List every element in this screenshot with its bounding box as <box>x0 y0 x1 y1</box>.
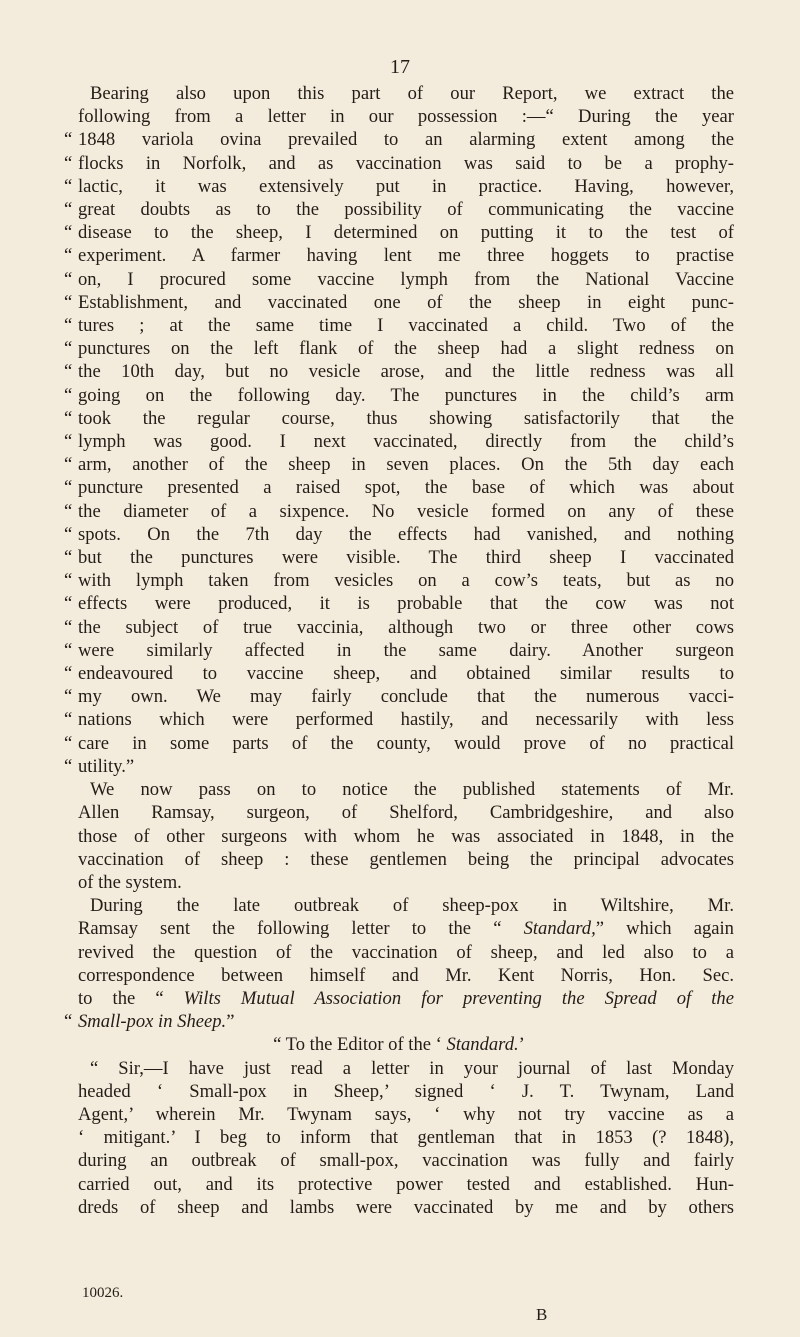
text-line-content: Agent,’ wherein Mr. Twynam says, ‘ why not try vaccine as a <box>78 1103 734 1125</box>
text-line <box>64 987 734 1010</box>
quote-mark: “ <box>64 291 73 313</box>
text-line-content: but the punctures were visible. The third sheep I vaccinated <box>78 547 734 569</box>
text-line <box>64 476 734 499</box>
text-line <box>64 546 734 569</box>
text-line <box>64 1010 734 1033</box>
quote-mark: “ <box>64 407 73 429</box>
page-number: 17 <box>390 56 410 78</box>
quote-mark: “ <box>64 709 73 731</box>
text-line <box>64 592 734 615</box>
text-line-content: the 10th day, but no vesicle arose, and the little redness was all <box>78 361 734 383</box>
text-line-content: of the system. <box>78 871 182 893</box>
quote-mark: “ <box>64 1011 73 1033</box>
text-line <box>64 128 734 151</box>
text-line <box>64 894 734 917</box>
quote-mark: “ <box>64 500 73 522</box>
text-line <box>64 616 734 639</box>
text-line <box>64 430 734 453</box>
quote-mark: “ <box>64 593 73 615</box>
text-line <box>64 871 734 894</box>
text-line-content: going on the following day. The punctures in the child’s arm <box>78 384 734 406</box>
text-line <box>64 523 734 546</box>
text-line-content: dreds of sheep and lambs were vaccinated by me and by others <box>78 1196 734 1218</box>
text-line-content: my own. We may fairly conclude that the numerous vacci- <box>78 686 734 708</box>
quote-mark: “ <box>64 431 73 453</box>
text-line <box>64 732 734 755</box>
text-line-content: lymph was good. I next vaccinated, directly from the child’s <box>78 431 734 453</box>
text-line-content: puncture presented a raised spot, the base of which was about <box>78 477 734 499</box>
text-line-content: experiment. A farmer having lent me three hoggets to practise <box>78 245 734 267</box>
text-line <box>64 360 734 383</box>
quote-mark: “ <box>64 570 73 592</box>
text-line <box>64 1103 734 1126</box>
quote-mark: “ <box>64 361 73 383</box>
text-line-content: spots. On the 7th day the effects had vanished, and nothing <box>78 523 734 545</box>
quote-mark: “ <box>64 755 73 777</box>
text-line-content: care in some parts of the county, would prove of no practical <box>78 732 734 754</box>
quote-mark: “ <box>64 663 73 685</box>
text-line <box>64 1126 734 1149</box>
quote-mark: “ <box>64 732 73 754</box>
text-line <box>64 662 734 685</box>
text-line-content: on, I procured some vaccine lymph from the National Vaccine <box>78 268 734 290</box>
quote-mark: “ <box>64 315 73 337</box>
text-line-content: correspondence between himself and Mr. Kent Norris, Hon. Sec. <box>78 964 734 986</box>
text-line-content: those of other surgeons with whom he was associated in 1848, in the <box>78 825 734 847</box>
text-line <box>64 1149 734 1172</box>
quote-mark: “ <box>64 268 73 290</box>
text-line <box>64 1196 734 1219</box>
text-line <box>64 152 734 175</box>
text-line-content: with lymph taken from vesicles on a cow’s teats, but as no <box>78 570 734 592</box>
text-line <box>64 82 734 105</box>
text-line-content: flocks in Norfolk, and as vaccination was said to be a prophy- <box>78 152 734 174</box>
text-line-content: vaccination of sheep : these gentlemen being the principal advocates <box>78 848 734 870</box>
text-line <box>64 105 734 128</box>
text-line-content: revived the question of the vaccination of sheep, and led also to a <box>78 941 734 963</box>
text-line-content: following from a letter in our possession :—“ During the year <box>78 106 734 128</box>
text-line-content: disease to the sheep, I determined on putting it to the test of <box>78 222 734 244</box>
quote-mark: “ <box>64 547 73 569</box>
gathering-signature-letter: B <box>536 1305 548 1324</box>
text-line <box>64 848 734 871</box>
text-line-content: “ Sir,—I have just read a letter in your journal of last Monday <box>90 1057 734 1079</box>
quote-mark: “ <box>64 175 73 197</box>
text-line-content: the subject of true vaccinia, although two or three other cows <box>78 616 734 638</box>
text-line <box>64 778 734 801</box>
text-line-content: tures ; at the same time I vaccinated a child. Two of the <box>78 315 734 337</box>
text-line-content: effects were produced, it is probable that the cow was not <box>78 593 734 615</box>
text-line-content: utility.” <box>78 755 135 777</box>
quote-mark: “ <box>64 152 73 174</box>
quote-mark: “ <box>64 523 73 545</box>
quote-mark: “ <box>64 639 73 661</box>
text-line-content: Allen Ramsay, surgeon, of Shelford, Cambridgeshire, and also <box>78 802 734 824</box>
quote-mark: “ <box>64 686 73 708</box>
quote-mark: “ <box>64 338 73 360</box>
quote-mark: “ <box>64 245 73 267</box>
text-line-content: to the “ Wilts Mutual Association for preventing the Spread of the <box>78 987 734 1009</box>
text-line-content: Establishment, and vaccinated one of the sheep in eight punc- <box>78 291 734 313</box>
quote-mark: “ <box>64 477 73 499</box>
text-line-content: took the regular course, thus showing satisfactorily that the <box>78 407 734 429</box>
text-line <box>64 801 734 824</box>
text-line <box>64 291 734 314</box>
text-line-content: headed ‘ Small-pox in Sheep,’ signed ‘ J. T. Twynam, Land <box>78 1080 734 1102</box>
text-line <box>64 384 734 407</box>
text-line-content: Bearing also upon this part of our Report, we extract the <box>90 83 734 104</box>
text-line <box>64 337 734 360</box>
text-line-content: arm, another of the sheep in seven places. On the 5th day each <box>78 454 734 476</box>
text-line-content: “ To the Editor of the ‘ Standard.’ <box>273 1034 525 1056</box>
text-line <box>64 244 734 267</box>
body-text <box>64 82 734 1219</box>
text-line-content: were similarly affected in the same dairy. Another surgeon <box>78 639 734 661</box>
printer-signature-mark: 10026. <box>82 1285 124 1301</box>
text-line <box>64 268 734 291</box>
text-line <box>64 1033 734 1056</box>
text-line-content: lactic, it was extensively put in practice. Having, however, <box>78 175 734 197</box>
text-line <box>64 453 734 476</box>
text-line <box>64 964 734 987</box>
text-line <box>64 314 734 337</box>
quote-mark: “ <box>64 384 73 406</box>
text-line <box>64 941 734 964</box>
quote-mark: “ <box>64 199 73 221</box>
text-line <box>64 639 734 662</box>
text-line-content: Small-pox in Sheep.” <box>78 1011 235 1033</box>
text-line-content: the diameter of a sixpence. No vesicle formed on any of these <box>78 500 734 522</box>
text-line <box>64 500 734 523</box>
text-line <box>64 569 734 592</box>
text-line-content: during an outbreak of small-pox, vaccination was fully and fairly <box>78 1150 734 1172</box>
text-line <box>64 407 734 430</box>
text-line <box>64 175 734 198</box>
text-line-content: punctures on the left flank of the sheep had a slight redness on <box>78 338 734 360</box>
text-line <box>64 755 734 778</box>
text-line <box>64 708 734 731</box>
text-line <box>64 1080 734 1103</box>
text-line-content: great doubts as to the possibility of communicating the vaccine <box>78 199 734 221</box>
text-line-content: nations which were performed hastily, and necessarily with less <box>78 709 734 731</box>
text-line-content: carried out, and its protective power tested and established. Hun- <box>78 1173 734 1195</box>
text-line <box>64 917 734 940</box>
text-line <box>64 198 734 221</box>
text-line-content: Ramsay sent the following letter to the “ Standard,” which again <box>78 918 734 940</box>
text-line-content: 1848 variola ovina prevailed to an alarming extent among the <box>78 129 734 151</box>
quote-mark: “ <box>64 454 73 476</box>
text-line <box>64 221 734 244</box>
text-line <box>64 685 734 708</box>
text-line <box>64 825 734 848</box>
text-line-content: During the late outbreak of sheep-pox in Wiltshire, Mr. <box>90 895 734 917</box>
quote-mark: “ <box>64 222 73 244</box>
text-line-content: ‘ mitigant.’ I beg to inform that gentleman that in 1853 (? 1848), <box>78 1127 734 1149</box>
text-line-content: We now pass on to notice the published statements of Mr. <box>90 779 734 801</box>
quote-mark: “ <box>64 616 73 638</box>
text-line <box>64 1057 734 1080</box>
text-line <box>64 1173 734 1196</box>
quote-mark: “ <box>64 129 73 151</box>
text-line-content: endeavoured to vaccine sheep, and obtained similar results to <box>78 663 734 685</box>
